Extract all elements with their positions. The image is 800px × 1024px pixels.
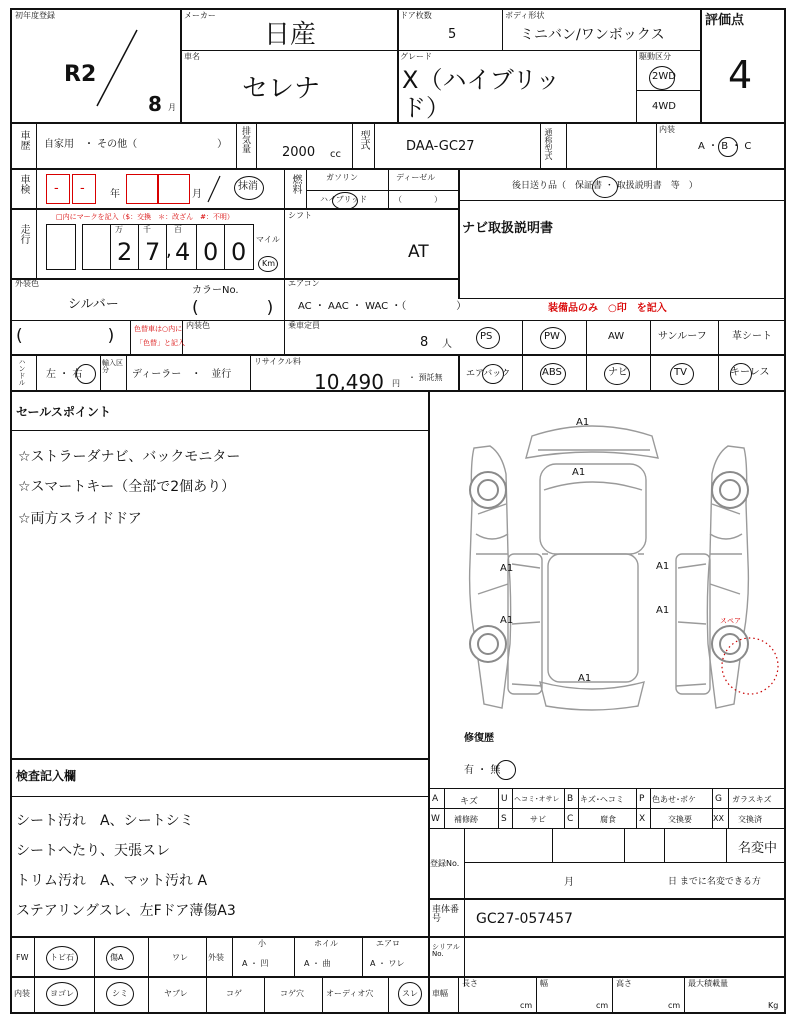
- legend-code: X: [639, 814, 646, 824]
- divider: [458, 978, 459, 1014]
- interior-item: シミ: [112, 989, 128, 998]
- insp-box-4: [158, 174, 190, 204]
- hybrid-circle: [332, 192, 358, 210]
- ext-label: 外装: [208, 953, 224, 962]
- drive-4wd: 4WD: [652, 101, 676, 112]
- damage-mark: A1: [576, 417, 590, 428]
- divider: [126, 356, 127, 390]
- divider: [564, 788, 565, 828]
- height-label: 高さ: [616, 979, 632, 988]
- interior-circle-mark: [46, 982, 78, 1006]
- equip-circle: [476, 327, 500, 349]
- divider: [718, 320, 719, 390]
- note-line: ステアリングスレ、左Fドア薄傷A3: [16, 903, 236, 919]
- damage-mark: A1: [500, 615, 514, 626]
- first-reg-month: 8: [148, 92, 162, 116]
- divider: [552, 828, 553, 862]
- divider: [536, 978, 537, 1014]
- color-change-note2: 「色替」と記入: [136, 339, 185, 347]
- legend-text: 補修跡: [454, 815, 478, 824]
- import-label: 輸入区分: [102, 359, 123, 374]
- dims-label: 車幅: [432, 989, 448, 998]
- divider: [12, 390, 786, 392]
- equip-circle: [604, 363, 630, 385]
- ext-color-label: 外装色: [15, 279, 39, 288]
- divider: [428, 392, 430, 938]
- divider: [12, 936, 786, 938]
- chassis-value: GC27-057457: [476, 911, 573, 927]
- fuel-hybrid: ハイブリッド: [320, 195, 368, 204]
- maker: 日産: [264, 20, 317, 50]
- divider: [464, 938, 465, 976]
- equip-keyless: キーレス: [730, 367, 770, 378]
- grade-label: グレード: [400, 52, 432, 61]
- divider: [250, 356, 251, 390]
- divider: [428, 898, 786, 900]
- divider: [12, 354, 786, 356]
- docs-content: ナビ取扱説明書: [462, 221, 554, 236]
- insp-box-3: [126, 174, 158, 204]
- divider: [352, 124, 353, 168]
- divider: [458, 356, 460, 390]
- handle-value: 左 ・ 右: [46, 369, 83, 380]
- divider: [636, 90, 700, 91]
- capacity-value: 8: [420, 335, 429, 350]
- mileage-label: 走行: [18, 224, 29, 244]
- divider: [397, 10, 399, 124]
- legend-code: P: [639, 794, 645, 804]
- sales-point: ☆スマートキー（全部で2個あり）: [18, 479, 236, 495]
- divider: [284, 320, 285, 354]
- divider: [458, 320, 786, 321]
- color-no-paren: ( ): [192, 298, 274, 318]
- divider: [374, 124, 375, 168]
- fuel-gasoline: ガソリン: [326, 173, 358, 182]
- fw-circle: [46, 946, 78, 970]
- interior-row-label: 内装: [14, 989, 30, 998]
- body-label: ボディ形状: [505, 11, 545, 20]
- odo-divider: [224, 225, 225, 269]
- chassis-label: 車体番号: [432, 905, 460, 924]
- divider: [206, 978, 207, 1014]
- name-change: 名変中: [738, 841, 778, 856]
- score-value: 4: [728, 53, 753, 97]
- equip-circle: [482, 364, 504, 384]
- color-change-paren: ( ): [16, 326, 115, 346]
- interior-circle-mark: [398, 982, 422, 1006]
- first-reg-year: R2: [64, 62, 97, 87]
- insp-expired: 抹消: [238, 181, 258, 192]
- mileage-mark-box: [46, 224, 76, 270]
- odo-divider: [138, 225, 139, 269]
- legend-text: 腐食: [600, 815, 616, 824]
- repair-circle: [496, 760, 516, 780]
- legend-text: キズ･ヘコミ: [580, 795, 624, 804]
- legend-code: B: [567, 794, 574, 804]
- recycle-unit: 円: [392, 379, 400, 388]
- divider: [458, 170, 460, 298]
- odo-divider: [110, 225, 111, 269]
- drive-circle: [649, 66, 675, 90]
- docs-circle: [592, 176, 618, 198]
- divider: [232, 938, 233, 976]
- divider: [728, 788, 729, 828]
- odo-digit: 4: [175, 238, 191, 266]
- interior-item: コゲ: [226, 989, 242, 998]
- registration-label: 登録No.: [430, 859, 460, 868]
- shift-label: シフト: [288, 211, 312, 220]
- odo-digit: 2: [117, 238, 133, 266]
- interior-item: ヤブレ: [164, 989, 188, 998]
- equip-aw: AW: [608, 331, 625, 342]
- divider: [284, 170, 285, 210]
- handle-label: ハンドル: [18, 358, 26, 386]
- damage-mark: A1: [578, 673, 592, 684]
- ext-aero: エアロ: [376, 939, 400, 948]
- divider: [12, 168, 786, 170]
- ext-value: A ・ 凹: [242, 959, 269, 968]
- fuel-label: 燃料: [290, 174, 301, 194]
- interior-item: オーディオ穴: [326, 989, 374, 998]
- displacement-label: 排気量: [240, 126, 250, 153]
- inspection-label: 車検: [18, 174, 29, 194]
- fw-circle: [106, 946, 134, 970]
- km-circle: [258, 256, 278, 272]
- divider: [284, 278, 285, 320]
- import-value: ディーラー ・ 並行: [132, 369, 232, 380]
- divider: [94, 938, 95, 976]
- divider: [540, 124, 541, 168]
- divider: [322, 978, 323, 1014]
- color-no-label: カラーNo.: [192, 285, 239, 296]
- expired-circle: [234, 176, 264, 200]
- divider: [428, 828, 786, 829]
- divider: [498, 788, 499, 828]
- divider: [700, 10, 702, 124]
- divider: [148, 938, 149, 976]
- equip-circle: [540, 363, 566, 385]
- equip-ps: PS: [480, 331, 493, 342]
- divider: [182, 320, 183, 354]
- first-reg-label: 初年度登録: [15, 11, 55, 20]
- insp-year-unit: 年: [110, 189, 120, 200]
- model-value: DAA-GC27: [406, 139, 475, 154]
- fw-item: 傷A: [110, 953, 124, 962]
- equip-circle: [670, 363, 694, 385]
- aircon-label: エアコン: [288, 279, 320, 288]
- divider: [180, 10, 182, 124]
- interior-color-label: 内装色: [186, 321, 210, 330]
- divider: [294, 938, 295, 976]
- interior-item: スレ: [402, 989, 418, 998]
- legend-code: C: [567, 814, 574, 824]
- ext-color-value: シルバー: [68, 297, 119, 312]
- load-unit: Kg: [768, 1001, 779, 1010]
- note-line: シート汚れ A、シートシミ: [16, 813, 194, 829]
- divider: [36, 210, 37, 278]
- odo-comma: ,: [166, 240, 172, 261]
- insp-dash-2: -: [80, 181, 85, 196]
- mileage-note: □内にマークを記入（$：交換 ＊：改ざん #：不明）: [56, 213, 234, 221]
- equip-navi: ナビ: [608, 367, 628, 378]
- legend-text: ガラスキズ: [732, 795, 772, 804]
- docs-label: 後日送り品（ 保証書 ・ 取扱説明書 等 ）: [512, 181, 698, 191]
- car-name: セレナ: [242, 74, 321, 104]
- model-label: 型式: [358, 130, 369, 150]
- legend-code: G: [715, 794, 722, 804]
- divider: [12, 758, 428, 760]
- divider: [636, 50, 637, 124]
- note-line: トリム汚れ A、マット汚れ A: [16, 873, 208, 889]
- drive-label: 駆動区分: [639, 52, 671, 61]
- aircon-value: AC ・ AAC ・ WAC ・（ ）: [298, 301, 467, 312]
- equipment-header: 装備品のみ ○印 を記入: [548, 303, 667, 314]
- shift-value: AT: [408, 242, 429, 262]
- equip-circle: [730, 363, 752, 385]
- equip-pw: PW: [544, 331, 560, 342]
- divider: [512, 788, 513, 828]
- divider: [36, 356, 37, 390]
- divider: [464, 862, 786, 863]
- odo-divider: [196, 225, 197, 269]
- divider: [458, 298, 786, 299]
- recycle-deposit: ・ 預託無: [408, 373, 443, 382]
- grade-line2: ド）: [402, 94, 450, 122]
- legend-code: U: [501, 794, 508, 804]
- legend-text: 色あせ･ボケ: [652, 795, 696, 804]
- unit-sen: 千: [143, 225, 151, 234]
- doors-value: 5: [448, 27, 457, 42]
- history-value: 自家用 ・ その他（ ）: [44, 139, 228, 150]
- handle-circle: [76, 364, 96, 384]
- note-line: シートへたり、天張スレ: [16, 843, 170, 859]
- divider: [306, 190, 458, 191]
- divider: [12, 278, 458, 280]
- body-value: ミニバン/ワンボックス: [520, 27, 665, 43]
- divider: [284, 210, 285, 278]
- odo-digit: 0: [203, 238, 219, 266]
- inspection-sheet: [10, 8, 786, 1014]
- sales-point: ☆ストラーダナビ、バックモニター: [18, 449, 241, 465]
- equip-circle: [540, 327, 566, 349]
- fw-label: FW: [16, 953, 29, 962]
- divider: [566, 124, 567, 168]
- divider: [664, 828, 665, 862]
- unit-mile: マイル: [256, 235, 280, 244]
- sales-point: ☆両方スライドドア: [18, 511, 142, 527]
- notes-label: 検査記入欄: [16, 769, 77, 783]
- divider: [428, 788, 786, 789]
- insp-dash-1: -: [54, 181, 59, 196]
- divider: [612, 978, 613, 1014]
- capacity-unit: 人: [442, 339, 452, 350]
- divider: [522, 320, 523, 390]
- car-name-label: 車名: [184, 52, 200, 61]
- damage-mark: A1: [500, 563, 514, 574]
- common-model-label: 通称型式: [544, 128, 553, 160]
- legend-code: W: [431, 814, 440, 824]
- unit-km: Km: [262, 259, 276, 268]
- legend-text: キズ: [460, 797, 478, 807]
- legend-code: XX: [713, 814, 724, 823]
- interior-item: コゲ穴: [280, 989, 304, 998]
- equip-abs: ABS: [542, 367, 562, 378]
- equip-airbag: エアバック: [466, 369, 511, 379]
- divider: [236, 124, 237, 168]
- damage-mark: A1: [656, 561, 670, 572]
- displacement-value: 2000: [282, 145, 316, 160]
- length-unit: cm: [520, 1001, 533, 1010]
- divider: [578, 788, 579, 828]
- fuel-other: （ ）: [394, 195, 442, 204]
- divider: [94, 978, 95, 1014]
- divider: [12, 430, 428, 431]
- divider: [130, 320, 131, 354]
- divider: [656, 124, 657, 168]
- serial-label: シリアルNo.: [432, 943, 460, 958]
- slash-mark: [204, 174, 224, 204]
- divider: [684, 978, 685, 1014]
- divider: [12, 208, 458, 210]
- divider: [148, 978, 149, 1014]
- divider: [12, 976, 786, 978]
- unit-man: 万: [115, 225, 123, 234]
- divider: [444, 788, 445, 828]
- length-label: 長さ: [462, 979, 478, 988]
- fw-item: トビ石: [50, 953, 74, 962]
- ext-value: A ・ ワレ: [370, 959, 405, 968]
- grade-line1: X（ハイブリッ: [402, 66, 560, 94]
- divider: [502, 10, 503, 50]
- reg-day-text: 日 までに名変できる方: [668, 877, 761, 887]
- legend-text: 交換済: [738, 815, 762, 824]
- divider: [458, 200, 786, 201]
- legend-text: ヘコミ･オサレ: [514, 795, 560, 803]
- repair-label: 修復歴: [464, 733, 494, 744]
- interior-item: ヨゴレ: [50, 989, 74, 998]
- divider: [624, 828, 625, 862]
- divider: [264, 978, 265, 1014]
- divider: [650, 788, 651, 828]
- legend-text: 交換要: [668, 815, 692, 824]
- ext-value: A ・ 曲: [304, 959, 331, 968]
- legend-text: サビ: [530, 815, 546, 824]
- divider: [36, 124, 37, 168]
- recycle-label: リサイクル料: [254, 357, 301, 366]
- divider: [586, 320, 587, 390]
- ext-wheel: ホイル: [314, 939, 338, 948]
- odo-digit: 7: [145, 238, 161, 266]
- spare-label: スペア: [720, 617, 741, 625]
- divider: [650, 320, 651, 390]
- equip-tv: TV: [674, 367, 687, 378]
- ext-small: 小: [258, 939, 266, 948]
- damage-mark: A1: [572, 467, 586, 478]
- legend-code: A: [432, 794, 439, 804]
- equip-sunroof: サンルーフ: [658, 331, 707, 342]
- divider: [428, 808, 786, 809]
- interior-label: 内装: [659, 125, 675, 134]
- slash-mark: [92, 28, 142, 108]
- divider: [726, 828, 727, 862]
- capacity-label: 乗車定員: [288, 321, 320, 330]
- divider: [636, 788, 637, 828]
- damage-mark: A1: [656, 605, 670, 616]
- fw-item: ワレ: [172, 953, 188, 962]
- history-label: 車歴: [18, 130, 29, 150]
- interior-circle: [718, 137, 738, 157]
- divider: [12, 796, 428, 797]
- interior-circle-mark: [106, 982, 134, 1006]
- width-label: 幅: [540, 979, 548, 988]
- width-unit: cm: [596, 1001, 609, 1010]
- car-diagram: [432, 394, 786, 724]
- divider: [388, 978, 389, 1014]
- divider: [36, 170, 37, 210]
- drive-2wd: 2WD: [652, 71, 676, 82]
- insp-month-unit: 月: [192, 189, 202, 200]
- divider: [206, 938, 207, 976]
- score-label: 評価点: [705, 13, 745, 28]
- recycle-value: 10,490: [314, 370, 384, 394]
- displacement-unit: cc: [330, 149, 341, 160]
- load-label: 最大積載量: [688, 979, 728, 988]
- height-unit: cm: [668, 1001, 681, 1010]
- divider: [362, 938, 363, 976]
- divider: [12, 122, 786, 124]
- maker-label: メーカー: [184, 11, 216, 20]
- color-change-note: 色替車は○内に: [134, 325, 183, 333]
- sales-label: セールスポイント: [16, 405, 111, 419]
- divider: [100, 356, 101, 390]
- equip-leather: 革シート: [732, 331, 772, 342]
- reg-month: 月: [564, 877, 574, 888]
- repair-value: 有 ・ 無: [464, 765, 501, 776]
- divider: [12, 320, 458, 321]
- interior-grades: A ・ B ・ C: [698, 141, 752, 152]
- doors-label: ドア枚数: [400, 11, 432, 20]
- legend-code: S: [501, 814, 507, 824]
- unit-hyaku: 百: [174, 225, 182, 234]
- divider: [256, 124, 257, 168]
- divider: [180, 50, 700, 51]
- fuel-diesel: ディーゼル: [396, 173, 436, 182]
- month-unit: 月: [168, 103, 176, 112]
- odo-digit: 0: [231, 238, 247, 266]
